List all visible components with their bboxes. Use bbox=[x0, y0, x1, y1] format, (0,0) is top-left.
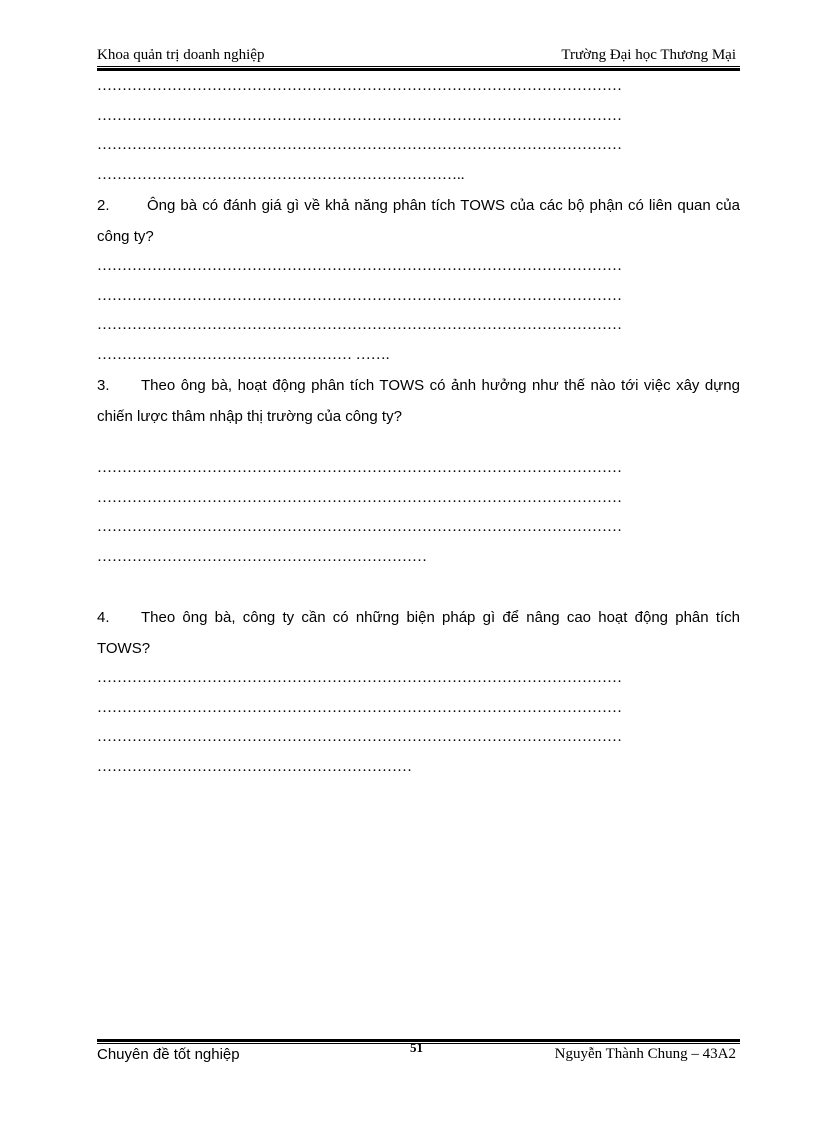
document-body bbox=[97, 72, 740, 782]
dotted-line: …………………………………………………………………………………………… bbox=[97, 287, 622, 304]
question-4 bbox=[97, 602, 740, 664]
question-text: Theo ông bà, công ty cần có những biện pháp gì để nâng cao hoạt động phân tích TOWS? bbox=[97, 609, 740, 657]
dotted-line: …………………………………………… ……. bbox=[97, 346, 390, 363]
dotted-line: …………………………………………………………………………………………… bbox=[97, 670, 622, 686]
dotted-line: ……………………………………………………… bbox=[97, 758, 412, 775]
question-number: 3. bbox=[97, 377, 110, 394]
footer-thesis-label: Chuyên đề tốt nghiệp bbox=[97, 1046, 240, 1063]
dotted-line: …………………………………………………………………………………………… bbox=[97, 460, 622, 476]
dotted-line: …………………………………………………………………………………………… bbox=[97, 489, 622, 506]
answer-block-4 bbox=[97, 664, 740, 782]
dotted-line: …………………………………………………………………………………………… bbox=[97, 107, 622, 124]
page-header bbox=[97, 45, 740, 67]
dotted-line: ………………………………………………………… bbox=[97, 548, 427, 565]
dotted-line: …………………………………………………………………………………………… bbox=[97, 729, 622, 745]
spacer bbox=[97, 432, 740, 454]
header-university: Trường Đại học Thương Mại bbox=[561, 47, 736, 63]
answer-block-1 bbox=[97, 72, 740, 190]
question-text: Ông bà có đánh giá gì về khả năng phân tích TOWS của các bộ phận có liên quan của công ty? bbox=[97, 197, 740, 245]
footer-author: Nguyễn Thành Chung – 43A2 bbox=[554, 1046, 736, 1062]
dotted-line: …………………………………………………………………………………………… bbox=[97, 137, 622, 153]
page-footer bbox=[97, 1040, 740, 1070]
answer-block-2 bbox=[97, 252, 740, 370]
dotted-line: …………………………………………………………………………………………… bbox=[97, 519, 622, 535]
dotted-line: ……………………………………………………………….. bbox=[97, 166, 465, 183]
question-number: 2. bbox=[97, 197, 110, 214]
question-text: Theo ông bà, hoạt động phân tích TOWS có ảnh hưởng như thế nào tới việc xây dựng chiến lược thâm nhập thị trường của công ty? bbox=[97, 377, 740, 425]
dotted-line: …………………………………………………………………………………………… bbox=[97, 317, 622, 333]
dotted-line: …………………………………………………………………………………………… bbox=[97, 78, 622, 94]
dotted-line: …………………………………………………………………………………………… bbox=[97, 699, 622, 716]
header-rule-thin bbox=[97, 66, 740, 67]
header-faculty: Khoa quản trị doanh nghiệp bbox=[97, 47, 265, 63]
header-rule-thick bbox=[97, 68, 740, 71]
spacer bbox=[97, 572, 740, 602]
dotted-line: …………………………………………………………………………………………… bbox=[97, 258, 622, 274]
page-number: 51 bbox=[410, 1040, 423, 1055]
answer-block-3 bbox=[97, 454, 740, 572]
question-3 bbox=[97, 370, 740, 432]
question-number: 4. bbox=[97, 609, 110, 626]
question-2 bbox=[97, 190, 740, 252]
